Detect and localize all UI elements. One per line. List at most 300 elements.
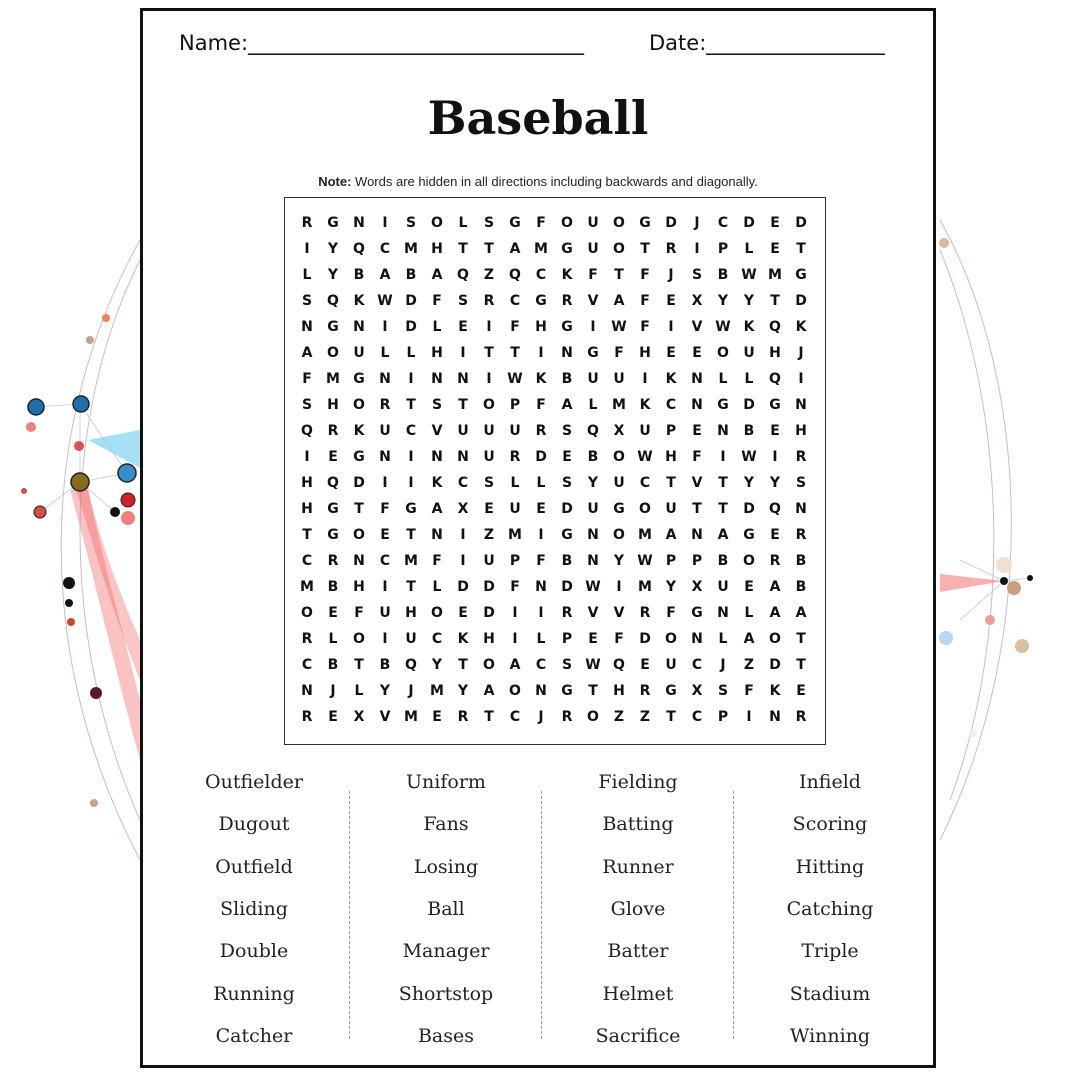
grid-letter[interactable]: C bbox=[301, 657, 313, 673]
grid-letter[interactable]: U bbox=[639, 423, 651, 439]
grid-letter[interactable]: I bbox=[408, 371, 414, 387]
grid-letter[interactable]: R bbox=[457, 709, 469, 725]
grid-letter[interactable]: Y bbox=[717, 293, 729, 309]
grid-letter[interactable]: I bbox=[304, 449, 310, 465]
grid-letter[interactable]: V bbox=[587, 605, 599, 621]
grid-letter[interactable]: E bbox=[432, 709, 442, 725]
grid-letter[interactable]: N bbox=[691, 631, 703, 647]
grid-letter[interactable]: S bbox=[483, 215, 495, 231]
grid-letter[interactable]: K bbox=[743, 319, 755, 335]
grid-letter[interactable]: F bbox=[510, 579, 520, 595]
grid-letter[interactable]: S bbox=[717, 683, 729, 699]
grid-letter[interactable]: P bbox=[717, 709, 729, 725]
grid-letter[interactable]: O bbox=[639, 501, 651, 517]
grid-letter[interactable]: Y bbox=[587, 475, 599, 491]
grid-letter[interactable]: D bbox=[743, 501, 755, 517]
grid-letter[interactable]: G bbox=[743, 527, 755, 543]
grid-letter[interactable]: I bbox=[512, 631, 518, 647]
grid-letter[interactable]: W bbox=[611, 319, 627, 335]
grid-letter[interactable]: H bbox=[483, 631, 495, 647]
grid-letter[interactable]: N bbox=[301, 683, 313, 699]
grid-letter[interactable]: E bbox=[770, 215, 780, 231]
grid-letter[interactable]: G bbox=[327, 319, 339, 335]
grid-letter[interactable]: U bbox=[717, 579, 729, 595]
grid-letter[interactable]: R bbox=[327, 423, 339, 439]
grid-letter[interactable]: N bbox=[457, 371, 469, 387]
grid-letter[interactable]: C bbox=[535, 657, 547, 673]
grid-letter[interactable]: I bbox=[486, 371, 492, 387]
grid-letter[interactable]: T bbox=[718, 475, 728, 491]
grid-letter[interactable]: R bbox=[795, 709, 807, 725]
grid-letter[interactable]: O bbox=[613, 527, 625, 543]
grid-letter[interactable]: S bbox=[561, 657, 573, 673]
grid-letter[interactable]: O bbox=[301, 605, 313, 621]
grid-letter[interactable]: X bbox=[613, 423, 625, 439]
grid-letter[interactable]: D bbox=[561, 579, 573, 595]
grid-letter[interactable]: Z bbox=[613, 709, 625, 725]
grid-letter[interactable]: U bbox=[613, 371, 625, 387]
grid-letter[interactable]: U bbox=[509, 501, 521, 517]
grid-letter[interactable]: E bbox=[562, 449, 572, 465]
grid-letter[interactable]: S bbox=[301, 397, 313, 413]
grid-letter[interactable]: T bbox=[302, 527, 312, 543]
grid-letter[interactable]: N bbox=[691, 371, 703, 387]
grid-letter[interactable]: E bbox=[692, 423, 702, 439]
grid-letter[interactable]: F bbox=[536, 215, 546, 231]
grid-letter[interactable]: I bbox=[460, 527, 466, 543]
grid-letter[interactable]: T bbox=[666, 709, 676, 725]
grid-letter[interactable]: Y bbox=[743, 475, 755, 491]
grid-letter[interactable]: E bbox=[796, 683, 806, 699]
grid-letter[interactable]: J bbox=[694, 215, 700, 231]
grid-letter[interactable]: N bbox=[561, 345, 573, 361]
grid-letter[interactable]: R bbox=[379, 397, 391, 413]
grid-letter[interactable]: L bbox=[380, 345, 390, 361]
grid-letter[interactable]: U bbox=[483, 553, 495, 569]
grid-letter[interactable]: I bbox=[694, 241, 700, 257]
grid-letter[interactable]: O bbox=[431, 605, 443, 621]
grid-letter[interactable]: L bbox=[354, 683, 364, 699]
grid-letter[interactable]: N bbox=[795, 397, 807, 413]
grid-letter[interactable]: L bbox=[536, 475, 546, 491]
grid-letter[interactable]: Q bbox=[769, 319, 781, 335]
grid-letter[interactable]: O bbox=[561, 215, 573, 231]
grid-letter[interactable]: I bbox=[772, 449, 778, 465]
grid-letter[interactable]: Y bbox=[769, 475, 781, 491]
grid-letter[interactable]: A bbox=[769, 579, 781, 595]
grid-letter[interactable]: T bbox=[666, 475, 676, 491]
grid-letter[interactable]: X bbox=[691, 293, 703, 309]
grid-letter[interactable]: G bbox=[327, 527, 339, 543]
grid-letter[interactable]: X bbox=[457, 501, 469, 517]
grid-letter[interactable]: V bbox=[613, 605, 625, 621]
grid-letter[interactable]: K bbox=[639, 397, 651, 413]
grid-letter[interactable]: B bbox=[743, 423, 755, 439]
grid-letter[interactable]: T bbox=[640, 241, 650, 257]
grid-letter[interactable]: W bbox=[585, 579, 601, 595]
grid-letter[interactable]: Q bbox=[613, 657, 625, 673]
grid-letter[interactable]: F bbox=[380, 501, 390, 517]
grid-letter[interactable]: K bbox=[431, 475, 443, 491]
grid-letter[interactable]: C bbox=[405, 423, 417, 439]
grid-letter[interactable]: U bbox=[457, 423, 469, 439]
grid-letter[interactable]: V bbox=[431, 423, 443, 439]
grid-letter[interactable]: R bbox=[795, 527, 807, 543]
grid-letter[interactable]: T bbox=[484, 709, 494, 725]
grid-letter[interactable]: M bbox=[638, 527, 652, 543]
grid-letter[interactable]: W bbox=[637, 553, 653, 569]
grid-letter[interactable]: T bbox=[510, 345, 520, 361]
grid-letter[interactable]: D bbox=[795, 215, 807, 231]
grid-letter[interactable]: A bbox=[431, 501, 443, 517]
grid-letter[interactable]: U bbox=[587, 215, 599, 231]
grid-letter[interactable]: L bbox=[432, 319, 442, 335]
grid-letter[interactable]: U bbox=[587, 501, 599, 517]
grid-letter[interactable]: R bbox=[561, 293, 573, 309]
grid-letter[interactable]: A bbox=[509, 657, 521, 673]
grid-letter[interactable]: G bbox=[327, 215, 339, 231]
grid-letter[interactable]: J bbox=[408, 683, 414, 699]
grid-letter[interactable]: Z bbox=[743, 657, 755, 673]
grid-letter[interactable]: E bbox=[588, 631, 598, 647]
grid-letter[interactable]: D bbox=[743, 215, 755, 231]
grid-letter[interactable]: I bbox=[382, 579, 388, 595]
grid-letter[interactable]: O bbox=[327, 345, 339, 361]
grid-letter[interactable]: P bbox=[509, 397, 521, 413]
grid-letter[interactable]: G bbox=[639, 215, 651, 231]
grid-letter[interactable]: D bbox=[665, 215, 677, 231]
grid-letter[interactable]: E bbox=[380, 527, 390, 543]
grid-letter[interactable]: P bbox=[665, 553, 677, 569]
grid-letter[interactable]: H bbox=[769, 345, 781, 361]
grid-letter[interactable]: I bbox=[304, 241, 310, 257]
grid-letter[interactable]: Q bbox=[509, 267, 521, 283]
grid-letter[interactable]: B bbox=[587, 449, 599, 465]
grid-letter[interactable]: L bbox=[744, 371, 754, 387]
grid-letter[interactable]: Y bbox=[327, 241, 339, 257]
grid-letter[interactable]: E bbox=[770, 241, 780, 257]
grid-letter[interactable]: R bbox=[535, 423, 547, 439]
grid-letter[interactable]: L bbox=[536, 631, 546, 647]
grid-letter[interactable]: P bbox=[509, 553, 521, 569]
grid-letter[interactable]: F bbox=[432, 553, 442, 569]
grid-letter[interactable]: D bbox=[405, 319, 417, 335]
grid-letter[interactable]: O bbox=[353, 527, 365, 543]
grid-letter[interactable]: C bbox=[691, 709, 703, 725]
grid-letter[interactable]: K bbox=[769, 683, 781, 699]
grid-letter[interactable]: R bbox=[561, 605, 573, 621]
grid-letter[interactable]: I bbox=[460, 553, 466, 569]
grid-letter[interactable]: R bbox=[327, 553, 339, 569]
grid-letter[interactable]: I bbox=[668, 319, 674, 335]
grid-letter[interactable]: F bbox=[510, 319, 520, 335]
grid-letter[interactable]: M bbox=[534, 241, 548, 257]
grid-letter[interactable]: D bbox=[405, 293, 417, 309]
grid-letter[interactable]: I bbox=[616, 579, 622, 595]
grid-letter[interactable]: O bbox=[717, 345, 729, 361]
grid-letter[interactable]: S bbox=[431, 397, 443, 413]
grid-letter[interactable]: O bbox=[613, 449, 625, 465]
grid-letter[interactable]: F bbox=[588, 267, 598, 283]
grid-letter[interactable]: A bbox=[717, 527, 729, 543]
grid-letter[interactable]: R bbox=[665, 241, 677, 257]
grid-letter[interactable]: D bbox=[795, 293, 807, 309]
grid-letter[interactable]: R bbox=[795, 449, 807, 465]
grid-letter[interactable]: U bbox=[509, 423, 521, 439]
grid-letter[interactable]: U bbox=[379, 605, 391, 621]
grid-letter[interactable]: G bbox=[353, 371, 365, 387]
grid-letter[interactable]: F bbox=[744, 683, 754, 699]
grid-letter[interactable]: O bbox=[483, 657, 495, 673]
grid-letter[interactable]: C bbox=[509, 709, 521, 725]
grid-letter[interactable]: N bbox=[717, 605, 729, 621]
grid-letter[interactable]: C bbox=[665, 397, 677, 413]
grid-letter[interactable]: G bbox=[535, 293, 547, 309]
grid-letter[interactable]: T bbox=[484, 241, 494, 257]
grid-letter[interactable]: L bbox=[432, 579, 442, 595]
grid-letter[interactable]: B bbox=[379, 657, 391, 673]
grid-letter[interactable]: N bbox=[587, 527, 599, 543]
grid-letter[interactable]: N bbox=[457, 449, 469, 465]
grid-letter[interactable]: E bbox=[536, 501, 546, 517]
grid-letter[interactable]: C bbox=[717, 215, 729, 231]
grid-letter[interactable]: E bbox=[640, 657, 650, 673]
grid-letter[interactable]: D bbox=[639, 631, 651, 647]
grid-letter[interactable]: B bbox=[717, 267, 729, 283]
grid-letter[interactable]: O bbox=[353, 631, 365, 647]
grid-letter[interactable]: Z bbox=[483, 527, 495, 543]
grid-letter[interactable]: C bbox=[509, 293, 521, 309]
grid-letter[interactable]: D bbox=[353, 475, 365, 491]
grid-letter[interactable]: T bbox=[406, 397, 416, 413]
grid-letter[interactable]: L bbox=[718, 371, 728, 387]
grid-letter[interactable]: Q bbox=[769, 371, 781, 387]
grid-letter[interactable]: D bbox=[743, 397, 755, 413]
grid-letter[interactable]: M bbox=[404, 241, 418, 257]
grid-letter[interactable]: W bbox=[741, 267, 757, 283]
grid-letter[interactable]: C bbox=[379, 553, 391, 569]
grid-letter[interactable]: R bbox=[769, 553, 781, 569]
grid-letter[interactable]: G bbox=[561, 527, 573, 543]
grid-letter[interactable]: B bbox=[327, 579, 339, 595]
grid-letter[interactable]: N bbox=[431, 527, 443, 543]
grid-letter[interactable]: S bbox=[301, 293, 313, 309]
grid-letter[interactable]: M bbox=[430, 683, 444, 699]
grid-letter[interactable]: B bbox=[353, 267, 365, 283]
grid-letter[interactable]: S bbox=[483, 475, 495, 491]
grid-letter[interactable]: P bbox=[665, 423, 677, 439]
grid-letter[interactable]: C bbox=[535, 267, 547, 283]
grid-letter[interactable]: K bbox=[457, 631, 469, 647]
grid-letter[interactable]: U bbox=[353, 345, 365, 361]
grid-letter[interactable]: N bbox=[431, 371, 443, 387]
grid-letter[interactable]: M bbox=[300, 579, 314, 595]
grid-letter[interactable]: G bbox=[405, 501, 417, 517]
grid-letter[interactable]: Q bbox=[327, 293, 339, 309]
grid-letter[interactable]: I bbox=[538, 605, 544, 621]
grid-letter[interactable]: O bbox=[743, 553, 755, 569]
grid-letter[interactable]: C bbox=[691, 657, 703, 673]
grid-letter[interactable]: O bbox=[613, 215, 625, 231]
grid-letter[interactable]: Z bbox=[483, 267, 495, 283]
grid-letter[interactable]: T bbox=[796, 241, 806, 257]
grid-letter[interactable]: C bbox=[639, 475, 651, 491]
grid-letter[interactable]: T bbox=[458, 241, 468, 257]
grid-letter[interactable]: I bbox=[512, 605, 518, 621]
grid-letter[interactable]: D bbox=[483, 605, 495, 621]
grid-letter[interactable]: L bbox=[302, 267, 312, 283]
grid-letter[interactable]: U bbox=[587, 371, 599, 387]
grid-letter[interactable]: U bbox=[587, 241, 599, 257]
grid-letter[interactable]: G bbox=[587, 345, 599, 361]
grid-letter[interactable]: V bbox=[587, 293, 599, 309]
grid-letter[interactable]: M bbox=[404, 709, 418, 725]
grid-letter[interactable]: N bbox=[353, 215, 365, 231]
grid-letter[interactable]: I bbox=[720, 449, 726, 465]
grid-letter[interactable]: G bbox=[613, 501, 625, 517]
grid-letter[interactable]: I bbox=[382, 631, 388, 647]
grid-letter[interactable]: W bbox=[741, 449, 757, 465]
grid-letter[interactable]: J bbox=[720, 657, 726, 673]
grid-letter[interactable]: L bbox=[458, 215, 468, 231]
grid-letter[interactable]: L bbox=[744, 605, 754, 621]
grid-letter[interactable]: R bbox=[301, 631, 313, 647]
grid-letter[interactable]: T bbox=[354, 501, 364, 517]
grid-letter[interactable]: U bbox=[665, 501, 677, 517]
grid-letter[interactable]: K bbox=[353, 423, 365, 439]
grid-letter[interactable]: I bbox=[382, 319, 388, 335]
grid-letter[interactable]: A bbox=[509, 241, 521, 257]
grid-letter[interactable]: Q bbox=[587, 423, 599, 439]
grid-letter[interactable]: F bbox=[614, 631, 624, 647]
grid-letter[interactable]: M bbox=[508, 527, 522, 543]
grid-letter[interactable]: S bbox=[561, 423, 573, 439]
grid-letter[interactable]: G bbox=[561, 319, 573, 335]
grid-letter[interactable]: G bbox=[769, 397, 781, 413]
grid-letter[interactable]: E bbox=[666, 293, 676, 309]
grid-letter[interactable]: B bbox=[795, 553, 807, 569]
grid-letter[interactable]: F bbox=[536, 553, 546, 569]
grid-letter[interactable]: Q bbox=[405, 657, 417, 673]
grid-letter[interactable]: Y bbox=[327, 267, 339, 283]
grid-letter[interactable]: I bbox=[408, 475, 414, 491]
grid-letter[interactable]: P bbox=[561, 631, 573, 647]
grid-letter[interactable]: R bbox=[561, 709, 573, 725]
grid-letter[interactable]: K bbox=[353, 293, 365, 309]
grid-letter[interactable]: B bbox=[561, 553, 573, 569]
grid-letter[interactable]: E bbox=[328, 709, 338, 725]
grid-letter[interactable]: J bbox=[538, 709, 544, 725]
grid-letter[interactable]: I bbox=[538, 345, 544, 361]
grid-letter[interactable]: J bbox=[798, 345, 804, 361]
grid-letter[interactable]: U bbox=[405, 631, 417, 647]
grid-letter[interactable]: D bbox=[483, 579, 495, 595]
grid-letter[interactable]: L bbox=[718, 631, 728, 647]
grid-letter[interactable]: H bbox=[535, 319, 547, 335]
grid-letter[interactable]: E bbox=[770, 423, 780, 439]
grid-letter[interactable]: K bbox=[665, 371, 677, 387]
grid-letter[interactable]: E bbox=[458, 605, 468, 621]
grid-letter[interactable]: I bbox=[746, 709, 752, 725]
grid-letter[interactable]: A bbox=[795, 605, 807, 621]
grid-letter[interactable]: I bbox=[382, 215, 388, 231]
grid-letter[interactable]: H bbox=[639, 345, 651, 361]
grid-letter[interactable]: B bbox=[327, 657, 339, 673]
grid-letter[interactable]: N bbox=[301, 319, 313, 335]
grid-letter[interactable]: W bbox=[637, 449, 653, 465]
grid-letter[interactable]: Q bbox=[457, 267, 469, 283]
grid-letter[interactable]: B bbox=[717, 553, 729, 569]
grid-letter[interactable]: T bbox=[458, 397, 468, 413]
grid-letter[interactable]: A bbox=[665, 527, 677, 543]
grid-letter[interactable]: S bbox=[691, 267, 703, 283]
grid-letter[interactable]: A bbox=[769, 605, 781, 621]
grid-letter[interactable]: H bbox=[327, 397, 339, 413]
grid-letter[interactable]: U bbox=[613, 475, 625, 491]
grid-letter[interactable]: F bbox=[432, 293, 442, 309]
grid-letter[interactable]: N bbox=[353, 319, 365, 335]
grid-letter[interactable]: F bbox=[354, 605, 364, 621]
grid-letter[interactable]: I bbox=[460, 345, 466, 361]
grid-letter[interactable]: Y bbox=[743, 293, 755, 309]
grid-letter[interactable]: O bbox=[665, 631, 677, 647]
grid-letter[interactable]: G bbox=[509, 215, 521, 231]
grid-letter[interactable]: N bbox=[769, 709, 781, 725]
grid-letter[interactable]: C bbox=[379, 241, 391, 257]
grid-letter[interactable]: A bbox=[613, 293, 625, 309]
grid-letter[interactable]: R bbox=[639, 605, 651, 621]
grid-letter[interactable]: X bbox=[691, 579, 703, 595]
name-field[interactable]: Name:________________________________ bbox=[179, 31, 585, 55]
grid-letter[interactable]: V bbox=[691, 319, 703, 335]
grid-letter[interactable]: Y bbox=[665, 579, 677, 595]
grid-letter[interactable]: Y bbox=[379, 683, 391, 699]
grid-letter[interactable]: H bbox=[405, 605, 417, 621]
grid-letter[interactable]: T bbox=[354, 657, 364, 673]
grid-letter[interactable]: M bbox=[612, 397, 626, 413]
grid-letter[interactable]: F bbox=[302, 371, 312, 387]
grid-letter[interactable]: R bbox=[509, 449, 521, 465]
grid-letter[interactable]: I bbox=[798, 371, 804, 387]
grid-letter[interactable]: N bbox=[691, 397, 703, 413]
grid-letter[interactable]: V bbox=[379, 709, 391, 725]
grid-letter[interactable]: S bbox=[457, 293, 469, 309]
grid-letter[interactable]: S bbox=[405, 215, 417, 231]
grid-letter[interactable]: E bbox=[770, 527, 780, 543]
grid-letter[interactable]: H bbox=[795, 423, 807, 439]
grid-letter[interactable]: E bbox=[328, 449, 338, 465]
grid-letter[interactable]: F bbox=[640, 267, 650, 283]
grid-letter[interactable]: F bbox=[640, 293, 650, 309]
grid-letter[interactable]: T bbox=[406, 579, 416, 595]
grid-letter[interactable]: M bbox=[768, 267, 782, 283]
grid-letter[interactable]: N bbox=[717, 423, 729, 439]
grid-letter[interactable]: L bbox=[588, 397, 598, 413]
grid-letter[interactable]: N bbox=[431, 449, 443, 465]
grid-letter[interactable]: N bbox=[535, 683, 547, 699]
grid-letter[interactable]: N bbox=[379, 449, 391, 465]
grid-letter[interactable]: X bbox=[353, 709, 365, 725]
grid-letter[interactable]: Y bbox=[613, 553, 625, 569]
grid-letter[interactable]: P bbox=[691, 553, 703, 569]
grid-letter[interactable]: N bbox=[379, 371, 391, 387]
grid-letter[interactable]: V bbox=[691, 475, 703, 491]
grid-letter[interactable]: C bbox=[431, 631, 443, 647]
grid-letter[interactable]: W bbox=[715, 319, 731, 335]
grid-letter[interactable]: E bbox=[458, 319, 468, 335]
grid-letter[interactable]: N bbox=[691, 527, 703, 543]
grid-letter[interactable]: M bbox=[326, 371, 340, 387]
